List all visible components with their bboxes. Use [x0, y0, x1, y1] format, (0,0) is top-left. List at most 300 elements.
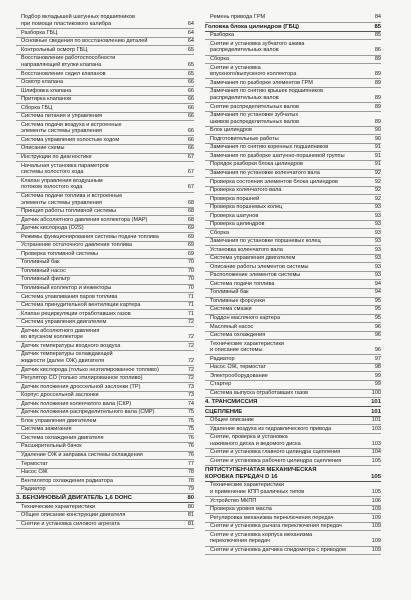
toc-entry-title: Система управления двигателем: [21, 319, 107, 326]
toc-entry-title: Система управления двигателем: [210, 255, 296, 262]
toc-page-number: 66: [187, 79, 194, 86]
toc-page-number: 75: [187, 417, 194, 424]
toc-entry-title: Порядок разборки блока цилиндров: [210, 161, 303, 168]
toc-page-number: 109: [371, 538, 381, 545]
toc-entry-title: 4. ТРАНСМИССИЯ: [205, 399, 258, 406]
toc-entry-title: Снятие и установка рабочего цилиндра сцепления: [210, 457, 342, 464]
toc-entry-title: Описание работы элементов системы: [210, 263, 309, 270]
toc-entry-title: Проверка топливной системы: [21, 250, 99, 257]
toc-entry: [16, 154, 194, 163]
toc-page-number: 68: [187, 208, 194, 215]
toc-entry-title: Притирка клапанов: [21, 96, 72, 103]
toc-entry-title: Замечания по снятию коренных подшипников: [210, 144, 329, 151]
toc-entry-title: Технические характеристики: [21, 503, 96, 510]
toc-entry: [16, 79, 194, 88]
toc-entry-title: Подбор вкладышей шатунных подшипников при помощи пластикового калибра: [21, 14, 135, 28]
toc-entry-title: Устройство МКПП: [210, 497, 257, 504]
toc-page-number: 71: [187, 293, 194, 300]
toc-entry: [16, 512, 194, 521]
toc-page-number: 89: [374, 118, 381, 125]
toc-entry: [205, 457, 381, 466]
toc-page-number: 89: [374, 95, 381, 102]
toc-entry-title: Датчик абсолютного давления коллектора (MAP): [21, 216, 148, 223]
toc-page-number: 66: [187, 145, 194, 152]
toc-page-number: 73: [187, 383, 194, 390]
toc-entry: [16, 136, 194, 145]
toc-page-number: 100: [371, 389, 381, 396]
toc-entry-title: Датчик кислорода (O2S): [21, 225, 84, 232]
toc-page-number: 70: [187, 267, 194, 274]
toc-page-number: 68: [187, 216, 194, 223]
toc-entry: [16, 452, 194, 461]
toc-entry: [16, 503, 194, 512]
toc-entry: [205, 381, 381, 390]
toc-page-number: 93: [374, 229, 381, 236]
toc-entry-title: Проверка поршней: [210, 195, 260, 202]
toc-entry: [205, 204, 381, 213]
toc-page-number: 93: [374, 221, 381, 228]
toc-entry: [16, 242, 194, 251]
toc-entry: [205, 390, 381, 399]
toc-entry-title: Система охлаждения двигателя: [21, 434, 104, 441]
toc-entry: [16, 285, 194, 294]
toc-entry-title: Головка блока цилиндров (ГБЦ): [205, 23, 300, 30]
toc-entry-title: Поддон масляного картера: [210, 315, 281, 321]
toc-entry: [16, 366, 194, 375]
toc-page-number: 93: [374, 255, 381, 262]
toc-entry: [16, 417, 194, 426]
toc-page-number: 86: [374, 47, 381, 54]
toc-page-number: 76: [187, 434, 194, 441]
toc-entry-title: Система питания и управления: [21, 113, 103, 120]
toc-entry: [16, 375, 194, 384]
toc-page-number: 89: [374, 71, 381, 78]
toc-entry-title: Контрольный осмотр ГБЦ: [21, 46, 88, 53]
toc-entry: [205, 246, 381, 255]
toc-page-number: 72: [187, 319, 194, 326]
toc-page-number: 73: [187, 392, 194, 399]
toc-page-number: 101: [371, 417, 381, 424]
toc-entry-title: Принцип работы топливной системы: [21, 208, 117, 215]
toc-entry: [205, 523, 381, 532]
toc-entry: [205, 514, 381, 523]
toc-column-right: [205, 14, 381, 555]
toc-entry-title: Датчик абсолютного давления во впускном коллекторе: [21, 327, 100, 341]
toc-entry: [16, 121, 194, 136]
toc-entry: [16, 38, 194, 47]
toc-column-left: [16, 14, 194, 529]
toc-entry-title: Осмотр клапана: [21, 79, 64, 86]
toc-entry-title: Общее описание конструкции двигателя: [21, 512, 126, 519]
toc-page-number: 84: [374, 14, 381, 21]
toc-entry-title: Насос ОЖ: [21, 469, 48, 476]
toc-entry: [205, 88, 381, 103]
toc-entry-title: Датчик температуры охлаждающей жидкости (далее ОЖ) двигателя: [21, 351, 113, 365]
toc-entry-title: Основные сведения по восстановлению деталей: [21, 38, 148, 45]
toc-entry: [205, 161, 381, 170]
toc-page-number: 91: [374, 161, 381, 168]
toc-entry: [16, 145, 194, 154]
toc-page-number: 68: [187, 199, 194, 206]
toc-entry: [16, 409, 194, 418]
toc-page-number: 105: [371, 473, 381, 480]
toc-entry: [16, 276, 194, 285]
toc-page-number: 95: [374, 297, 381, 304]
toc-entry: [205, 40, 381, 55]
toc-page-number: 105: [371, 489, 381, 496]
toc-entry-title: Сборка ГБЦ: [21, 104, 53, 111]
toc-entry-title: Снятие распределительных валов: [210, 103, 299, 110]
toc-page-number: 75: [187, 426, 194, 433]
toc-page-number: 76: [187, 443, 194, 450]
toc-entry-title: Инструкции по диагностике: [21, 153, 92, 160]
toc-page-number: 95: [374, 306, 381, 313]
toc-section-heading: [205, 398, 381, 407]
toc-page-number: 69: [187, 242, 194, 249]
toc-page-number: 70: [187, 259, 194, 266]
toc-entry-title: Система выпуска отработавших газов: [210, 389, 309, 396]
toc-page-number: 70: [187, 276, 194, 283]
toc-entry: [205, 127, 381, 136]
toc-page-number: 90: [374, 127, 381, 134]
toc-page-number: 85: [374, 32, 381, 39]
toc-page-number: 66: [187, 87, 194, 94]
toc-entry-title: Установка коленчатого вала: [210, 246, 283, 253]
toc-entry: [16, 70, 194, 79]
toc-entry-title: Снятие и установка рычага переключения передач: [210, 523, 342, 530]
toc-entry-title: Технические характеристики и применение КПП различных типов: [210, 482, 305, 496]
toc-entry: [16, 250, 194, 259]
toc-page-number: 96: [374, 323, 381, 330]
toc-entry-title: Датчик положения распределительного вала (СМР): [21, 409, 155, 416]
toc-entry-title: Радиатор: [21, 486, 46, 493]
toc-entry-title: Клапан рециркуляции отработавших газов: [21, 310, 131, 317]
toc-entry: [16, 426, 194, 435]
toc-entry: [205, 340, 381, 355]
toc-entry: [205, 255, 381, 264]
toc-entry-title: Вентилятор охлаждения радиатора: [21, 477, 113, 484]
toc-entry: [16, 477, 194, 486]
toc-entry: [16, 319, 194, 328]
toc-entry-title: Сборка: [210, 56, 229, 63]
toc-page-number: 99: [374, 381, 381, 388]
toc-entry: [205, 315, 381, 324]
toc-entry-title: Топливные форсунки: [210, 297, 265, 304]
toc-page-number: 76: [187, 451, 194, 458]
toc-entry: [16, 351, 194, 366]
toc-entry: [205, 425, 381, 434]
toc-entry: [205, 364, 381, 373]
toc-page-number: 96: [374, 347, 381, 354]
toc-entry-title: Проверка состояния элементов блока цилиндров: [210, 178, 338, 185]
toc-entry-title: Снятие и установка датчика спидометра с приводом: [210, 546, 346, 553]
toc-entry-title: Насос ОЖ, термостат: [210, 364, 267, 371]
toc-entry: [16, 55, 194, 70]
toc-page-number: 72: [187, 375, 194, 382]
toc-entry-title: Снятие и установка корпуса механизма переключения передач: [210, 531, 313, 545]
toc-entry-title: Система подачи воздуха и встроенные элементы системы управления: [21, 121, 122, 135]
toc-entry-title: Система зажигания: [21, 426, 72, 433]
toc-entry: [205, 417, 381, 426]
toc-entry-title: Система смазки: [210, 306, 252, 313]
toc-page-number: 92: [374, 178, 381, 185]
toc-entry: [16, 233, 194, 242]
toc-entry-title: Шлифовка клапана: [21, 87, 72, 94]
toc-entry: [16, 302, 194, 311]
toc-entry-title: Топливный коллектор и инжекторы: [21, 285, 112, 291]
toc-entry-title: Термостат: [21, 460, 48, 467]
toc-entry-title: Система подачи топлива и встроенные элементы системы управления: [21, 192, 123, 206]
toc-entry: [16, 383, 194, 392]
toc-page-number: 65: [187, 46, 194, 53]
toc-page-number: 103: [371, 440, 381, 447]
toc-entry: [205, 306, 381, 315]
toc-entry: [205, 238, 381, 247]
toc-page-number: 64: [187, 38, 194, 45]
toc-page-number: 109: [371, 546, 381, 553]
toc-page-number: 93: [374, 263, 381, 270]
toc-page-number: 109: [371, 514, 381, 521]
toc-entry-title: Снятие и установка впускного/выпускного коллектора: [210, 64, 297, 78]
toc-entry: [205, 152, 381, 161]
toc-entry-title: Восстановление седел клапанов: [21, 70, 106, 77]
toc-entry: [16, 342, 194, 351]
toc-section-heading: [16, 494, 194, 503]
toc-entry-title: Проверка шатунов: [210, 212, 259, 219]
toc-entry-title: СЦЕПЛЕНИЕ: [205, 408, 243, 415]
toc-entry: [16, 310, 194, 319]
toc-entry-title: Начальная установка параметров системы холостого хода: [21, 162, 109, 176]
toc-entry-title: Снятие и установка главного цилиндра сцепления: [210, 449, 341, 456]
toc-page-number: 101: [371, 408, 381, 415]
toc-entry-title: Описание схемы: [21, 145, 65, 152]
toc-entry-title: Блок цилиндров: [210, 127, 252, 134]
toc-page-number: 93: [374, 246, 381, 253]
toc-page-number: 97: [374, 355, 381, 362]
toc-entry: [205, 32, 381, 41]
toc-entry: [16, 46, 194, 55]
toc-entry-title: Клапан управления воздушным потоком холостого хода: [21, 177, 103, 191]
toc-entry: [16, 486, 194, 495]
toc-entry: [16, 29, 194, 38]
toc-page-number: 96: [374, 332, 381, 339]
toc-entry-title: Удаление воздуха из гидравлического привода: [210, 425, 332, 432]
toc-entry: [205, 434, 381, 449]
toc-entry: [205, 195, 381, 204]
toc-entry: [205, 229, 381, 238]
toc-entry: [16, 208, 194, 217]
toc-entry: [205, 289, 381, 298]
toc-entry: [16, 521, 194, 530]
toc-page-number: 69: [187, 250, 194, 257]
toc-page-number: 65: [187, 61, 194, 68]
toc-page-number: 78: [187, 477, 194, 484]
toc-entry: [16, 87, 194, 96]
toc-entry: [16, 104, 194, 113]
toc-entry-title: Проверка коленчатого вала: [210, 187, 282, 194]
toc-entry: [205, 263, 381, 272]
toc-page-number: 67: [187, 153, 194, 160]
toc-entry-title: Снятие и установка силового агрегата: [21, 520, 120, 527]
toc-entry: [205, 332, 381, 341]
toc-page-number: 91: [374, 152, 381, 159]
toc-entry: [205, 506, 381, 515]
toc-entry-title: Датчик кислорода (только неэтилированное топливо): [21, 366, 159, 373]
toc-page-number: 66: [187, 128, 194, 135]
toc-entry: [205, 272, 381, 281]
toc-page-number: 80: [187, 503, 194, 510]
toc-entry: [16, 193, 194, 208]
toc-entry: [16, 400, 194, 409]
toc-entry: [205, 497, 381, 506]
toc-entry-title: Восстановление работоспособности направляющей втулки клапана: [21, 55, 116, 68]
toc-entry-title: Замечания по установке коленчатого вала: [210, 169, 320, 176]
toc-entry: [16, 443, 194, 452]
toc-entry: [205, 79, 381, 88]
toc-entry-title: Расширительный бачок: [21, 443, 82, 450]
toc-page-number: 72: [187, 342, 194, 349]
toc-page-number: 89: [374, 56, 381, 63]
toc-entry-title: Датчик положения дроссельной заслонки (ТР): [21, 383, 141, 390]
toc-entry: [205, 103, 381, 112]
toc-entry: [16, 469, 194, 478]
toc-entry-title: Удаление ОЖ и заправка системы охлаждения: [21, 451, 143, 458]
toc-entry-title: Система улавливания паров топлива: [21, 293, 118, 300]
toc-entry-title: Система охлаждения: [210, 332, 266, 339]
toc-entry-title: Проверка поршневых колец: [210, 204, 283, 211]
toc-entry-title: Система подачи топлива: [210, 280, 275, 287]
toc-page-number: 89: [374, 79, 381, 86]
toc-page-number: 103: [371, 425, 381, 432]
toc-entry: [205, 187, 381, 196]
toc-entry-title: Топливный бак: [21, 259, 60, 266]
toc-entry: [205, 56, 381, 65]
toc-page-number: 75: [187, 409, 194, 416]
toc-page-number: 95: [374, 315, 381, 321]
toc-entry: [16, 293, 194, 302]
toc-entry-title: Система управления холостым ходом: [21, 136, 120, 143]
toc-page-number: 93: [374, 238, 381, 245]
toc-page-number: 66: [187, 96, 194, 103]
toc-entry-title: Ремень привода ГРМ: [210, 14, 266, 21]
toc-entry: [16, 225, 194, 234]
toc-entry-title: Стартер: [210, 381, 232, 388]
toc-entry: [16, 14, 194, 29]
toc-entry-title: 3. БЕНЗИНОВЫЙ ДВИГАТЕЛЬ 1,6 DOHC: [16, 495, 132, 502]
toc-entry: [205, 372, 381, 381]
toc-entry-title: Масляный насос: [210, 323, 254, 330]
toc-entry: [205, 280, 381, 289]
toc-page-number: 93: [374, 204, 381, 211]
toc-entry-title: Корпус дроссельной заслонки: [21, 392, 99, 399]
toc-page-number: 78: [187, 469, 194, 476]
toc-page-number: 77: [187, 460, 194, 467]
toc-entry: [205, 323, 381, 332]
toc-entry: [205, 212, 381, 221]
toc-page-number: 92: [374, 195, 381, 202]
toc-entry-title: ПЯТИСТУПЕНЧАТАЯ МЕХАНИЧЕСКАЯ КОРОБКА ПЕРЕДАЧ D 16: [205, 467, 317, 480]
toc-page-number: 93: [374, 212, 381, 219]
toc-entry: [16, 268, 194, 277]
toc-page-number: 67: [187, 184, 194, 191]
toc-page-number: 85: [374, 23, 381, 30]
toc-entry: [16, 392, 194, 401]
toc-entry-title: Устранение остаточного давления топлива: [21, 242, 132, 249]
toc-entry-title: Замечания по снятию крышек подшипников распределительных валов: [210, 88, 324, 102]
toc-entry-title: Датчик положения коленчатого вала (СКР): [21, 400, 132, 407]
toc-page-number: 81: [187, 520, 194, 527]
toc-entry-title: Замечания по установке зубчатых шкивов распределительных валов: [210, 112, 300, 125]
toc-page-number: 94: [374, 289, 381, 296]
toc-entry-title: Замечания по установке поршневых колец: [210, 238, 321, 245]
toc-entry-title: Режимы функционирования системы подачи топлива: [21, 233, 159, 240]
toc-entry: [205, 531, 381, 546]
toc-entry: [16, 96, 194, 105]
toc-entry-title: Блок управления двигателем: [21, 417, 97, 424]
toc-entry: [205, 547, 381, 556]
toc-page-number: 80: [187, 495, 194, 502]
toc-section-heading: [205, 23, 381, 32]
toc-page-number: 64: [187, 21, 194, 28]
toc-page-number: 72: [187, 366, 194, 373]
toc-entry-title: Расположение элементов системы: [210, 272, 301, 279]
toc-page-number: 98: [374, 364, 381, 371]
toc-page-number: 92: [374, 187, 381, 194]
toc-entry: [16, 327, 194, 342]
toc-page-number: 94: [374, 280, 381, 287]
toc-entry-title: Радиатор: [210, 355, 235, 362]
toc-section-heading: [205, 466, 381, 482]
toc-entry: [16, 177, 194, 192]
toc-entry: [205, 64, 381, 79]
toc-entry: [16, 216, 194, 225]
toc-page-number: 65: [187, 70, 194, 77]
toc-entry-title: Снятие и установка зубчатого шкива распределительных валов: [210, 40, 305, 54]
toc-page-number: 109: [371, 523, 381, 530]
toc-page-number: 91: [374, 144, 381, 151]
toc-page-number: 66: [187, 104, 194, 111]
toc-entry-title: Электрооборудование: [210, 372, 268, 379]
toc-page-number: 72: [187, 334, 194, 341]
toc-page-number: 109: [371, 506, 381, 513]
toc-section-heading: [205, 407, 381, 416]
toc-entry-title: Проверка уровня масла: [210, 506, 272, 513]
toc-entry: [205, 112, 381, 127]
toc-entry-title: Система принудительной вентиляции картера: [21, 302, 141, 309]
toc-entry-title: Проверка цилиндров: [210, 221, 265, 228]
toc-entry: [205, 482, 381, 497]
toc-page-number: 104: [371, 449, 381, 456]
toc-entry: [205, 221, 381, 230]
toc-page-number: 66: [187, 113, 194, 120]
toc-entry: [205, 298, 381, 307]
toc-page-number: 101: [371, 399, 381, 406]
toc-entry: [205, 135, 381, 144]
toc-entry-title: Топливный бак: [210, 289, 249, 296]
toc-entry-title: Снятие, проверка и установка нажимного диска и ведомого диска: [210, 434, 301, 447]
toc-page-number: 92: [374, 169, 381, 176]
toc-page-number: 71: [187, 302, 194, 309]
toc-entry-title: Сборка: [210, 229, 229, 236]
toc-entry-title: Технические характеристики и описание системы: [210, 340, 285, 354]
toc-page-number: 99: [374, 372, 381, 379]
toc-entry: [16, 259, 194, 268]
toc-entry-title: Подготовительные работы: [210, 135, 279, 142]
toc-entry-title: Замечания по разборке шатунно-поршневой группы: [210, 152, 345, 159]
toc-entry: [205, 14, 381, 23]
toc-entry: [16, 162, 194, 177]
toc-page-number: 81: [187, 512, 194, 519]
